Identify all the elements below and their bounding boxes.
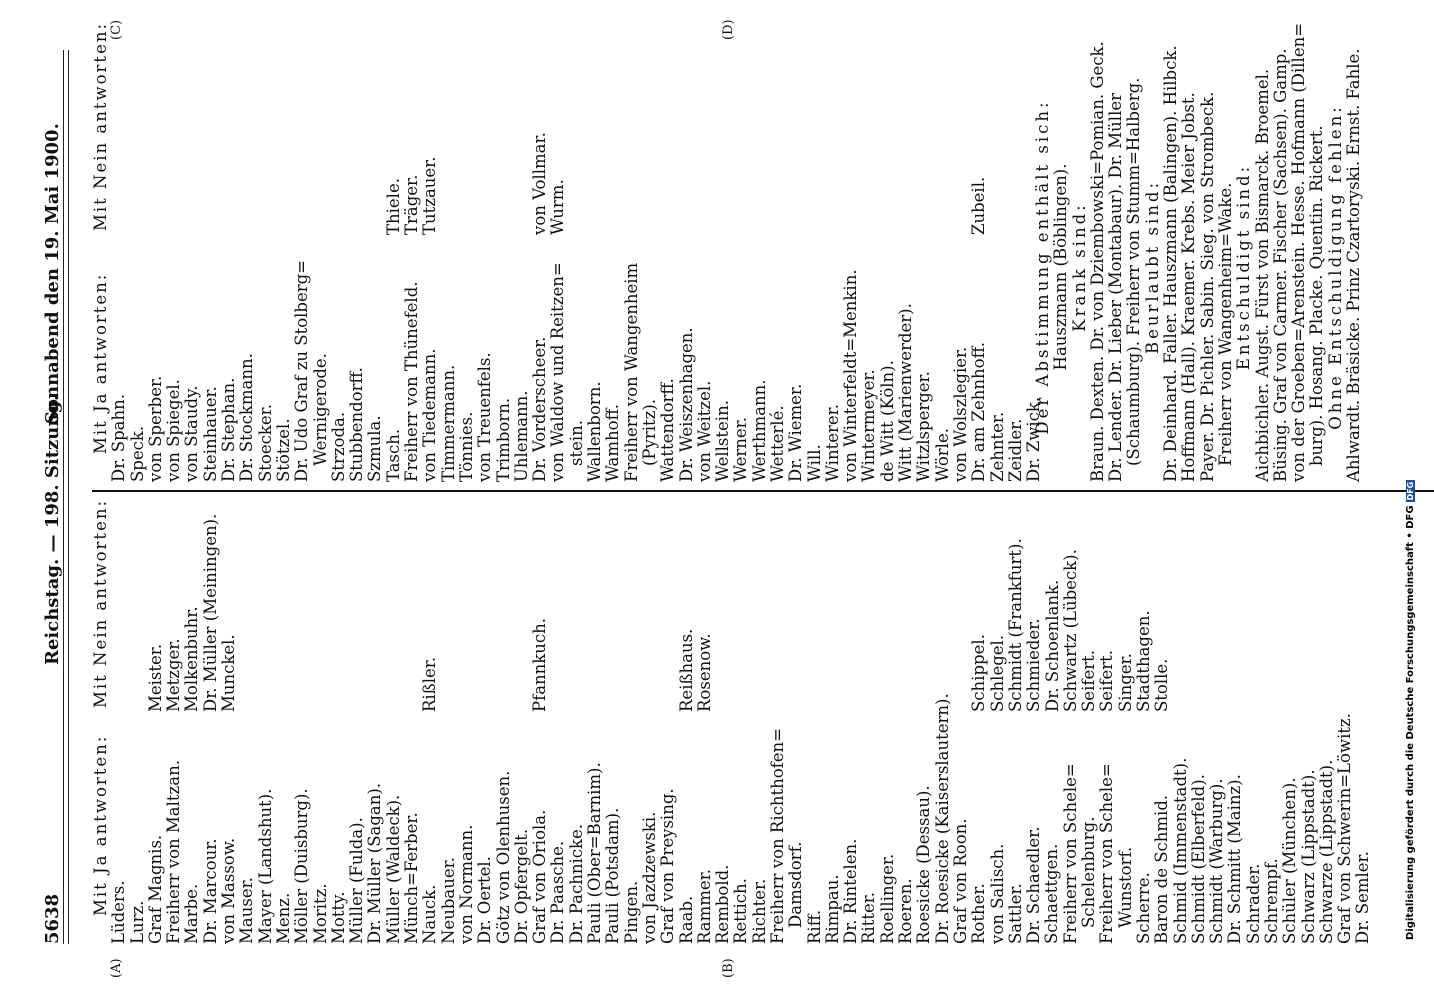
margin-mark-a: (A) xyxy=(109,958,124,978)
right-ja-member: Witt (Marienwerder). xyxy=(896,303,916,482)
left-ja-member: Sattler. xyxy=(1005,883,1025,944)
left-ja-member: Rettich. xyxy=(731,878,751,944)
left-ja-member: Schmid (Immenstadt). xyxy=(1170,757,1190,944)
left-ja-member: Moritz. xyxy=(310,883,330,944)
left-nein-member: Seifert. xyxy=(1097,650,1117,712)
left-nein-member: Dr. Schoenlank. xyxy=(1042,579,1062,712)
left-nein-member: Dr. Müller (Meiningen). xyxy=(200,513,220,712)
left-ja-member: Graf Magnis. xyxy=(145,834,165,944)
left-ja-member: Raab. xyxy=(676,895,696,944)
left-ja-member: Mauser. xyxy=(237,877,257,944)
left-ja-member: Schaettgen. xyxy=(1042,843,1062,944)
left-nein-heading: Mit Nein antworten: xyxy=(91,498,110,708)
right-ja-member: Dr. Wiemer. xyxy=(786,383,806,482)
right-ja-member: von Wolszlegier. xyxy=(950,346,970,482)
left-ja-member: Pauli (Potsdam). xyxy=(603,807,623,944)
left-ja-member: Marbe. xyxy=(182,883,202,944)
left-nein-member: Rißler. xyxy=(420,656,440,712)
right-nein-member: Thiele. xyxy=(383,178,403,235)
right-ja-member: Wetterlé. xyxy=(767,405,787,482)
right-ja-member: Wattendorff. xyxy=(658,378,678,482)
right-ja-member: Stoecker. xyxy=(255,404,275,482)
left-nein-member: Schmieder. xyxy=(1024,618,1044,712)
right-ja-column xyxy=(92,242,1043,482)
left-ja-member: Rembold. xyxy=(713,864,733,944)
left-nein-member: Singer. xyxy=(1115,653,1135,712)
right-ja-member: von Staudy. xyxy=(182,385,202,482)
left-ja-member: Nauck. xyxy=(420,884,440,944)
right-ja-member: Zehnter. xyxy=(987,411,1007,482)
left-ja-member: Baron de Schmid. xyxy=(1152,794,1172,944)
right-ja-member: Szmula. xyxy=(365,415,385,482)
right-ja-member: Will. xyxy=(804,444,824,482)
right-ja-member: Uhlemann. xyxy=(511,390,531,482)
left-nein-member: Stadthagen. xyxy=(1134,610,1154,712)
left-ja-member: Damsdorf. xyxy=(786,841,806,928)
right-ja-member: Wamhoff. xyxy=(603,404,623,482)
right-ja-member: Steinhauer. xyxy=(200,386,220,482)
left-ja-member: Münch=Ferber. xyxy=(402,812,422,944)
left-nein-member: Schwartz (Lübeck). xyxy=(1060,549,1080,712)
left-ja-member: Schelenburg. xyxy=(1079,816,1099,928)
right-ja-member: Dr. Weiszenhagen. xyxy=(676,327,696,482)
attendance-summary xyxy=(1033,22,1364,482)
left-ja-member: Lurz. xyxy=(127,900,147,944)
left-ja-member: Rother. xyxy=(969,883,989,944)
left-ja-member: Menz. xyxy=(273,892,293,944)
left-ja-member: Schwarz (Lippstadt). xyxy=(1298,769,1318,944)
left-ja-member: Roeren. xyxy=(896,878,916,944)
running-title: Reichstag. — 198. Sitzung. xyxy=(42,394,63,665)
right-nein-member: von Vollmar. xyxy=(530,132,550,235)
left-ja-member: Rimpau. xyxy=(822,874,842,944)
right-ja-member: Tasch. xyxy=(383,428,403,482)
right-ja-member: stein. xyxy=(566,419,586,466)
right-ja-member: Timmermann. xyxy=(438,364,458,482)
right-nein-heading: Mit Nein antworten: xyxy=(91,21,110,231)
left-nein-column xyxy=(91,497,1172,712)
summary-heading: Der Abstimmung enthält sich: xyxy=(1033,99,1052,435)
left-ja-member: Schmidt (Elberfeld). xyxy=(1188,774,1208,944)
left-ja-member: Dr. Schmitt (Mainz). xyxy=(1225,774,1245,944)
right-ja-member: Dr. am Zehnhoff. xyxy=(969,342,989,482)
right-ja-member: Stötzel. xyxy=(273,418,293,482)
right-nein-member: Wurm. xyxy=(548,179,568,235)
right-nein-column xyxy=(91,21,989,235)
right-ja-heading: Mit Ja antworten: xyxy=(91,272,110,454)
left-ja-member: Freiherr von Richthofen= xyxy=(767,728,787,944)
digitization-credit xyxy=(1405,480,1416,940)
left-ja-member: Schüler (München). xyxy=(1280,777,1300,944)
left-ja-member: Dr. Paasche. xyxy=(548,840,568,944)
left-ja-member: Scherre. xyxy=(1133,872,1153,944)
column-divider xyxy=(92,490,1434,492)
left-ja-member: Müller (Waldeck). xyxy=(383,794,403,944)
right-ja-member: Trimborn. xyxy=(493,397,513,482)
summary-heading: Beurlaubt sind: xyxy=(1142,179,1162,355)
right-ja-member: Freiherr von Thünefeld. xyxy=(402,281,422,482)
summary-line: Hoffmann (Hall). Kraemer. Krebs. Meier Jobst. xyxy=(1179,92,1199,482)
summary-heading: Krank sind: xyxy=(1069,202,1089,332)
left-ja-member: Roellinger. xyxy=(877,853,897,944)
right-ja-member: Stubbendorff. xyxy=(347,367,367,482)
right-nein-member: Zubeil. xyxy=(969,176,989,235)
summary-line: Hauszmann (Böblingen). xyxy=(1051,163,1071,371)
left-ja-member: Riff. xyxy=(804,909,824,944)
left-ja-heading: Mit Ja antworten: xyxy=(91,734,110,916)
left-ja-member: Schrempf. xyxy=(1262,858,1281,944)
summary-line: Braun. Dexten. Dr. von Dziembowski=Pomian. Geck. xyxy=(1087,41,1107,482)
left-ja-member: Graf von Roon. xyxy=(950,818,970,944)
left-nein-member: Rosenow. xyxy=(694,633,714,712)
session-date: Sonnabend den 19. Mai 1900. xyxy=(42,123,63,424)
left-ja-member: Neubauer. xyxy=(438,857,458,944)
left-ja-member: Richter. xyxy=(749,878,769,944)
left-ja-member: Müller (Fulda). xyxy=(347,817,367,944)
left-ja-member: Möller (Duisburg). xyxy=(292,788,312,944)
left-nein-member: Stolle. xyxy=(1152,658,1172,712)
right-ja-member: von Treuenfels. xyxy=(475,352,495,482)
right-ja-member: von Waldow und Reitzen= xyxy=(548,262,568,482)
right-ja-member: Witzlsperger. xyxy=(914,371,934,482)
summary-line: Freiherr von Wangenheim=Wake. xyxy=(1215,182,1235,466)
left-nein-member: Meister. xyxy=(145,643,165,712)
left-ja-column xyxy=(91,693,1373,944)
right-ja-member: Werner. xyxy=(731,417,751,482)
left-ja-list xyxy=(109,693,1373,944)
left-ja-member: Roesicke (Dessau). xyxy=(914,785,934,944)
left-ja-member: Schmidt (Warburg). xyxy=(1207,778,1227,944)
summary-heading: Entschuldigt sind: xyxy=(1234,163,1254,371)
summary-line: Payer. Dr. Pichler. Sabin. Sieg. von Strombeck. xyxy=(1197,91,1217,482)
left-ja-member: Motty. xyxy=(328,891,348,944)
right-ja-member: Dr. Vorderscheer. xyxy=(530,336,550,482)
margin-mark-b: (B) xyxy=(721,958,736,978)
header-rule xyxy=(63,50,64,944)
summary-line: Dr. Lender. Dr. Lieber (Montabaur). Dr. Müller xyxy=(1106,92,1126,482)
dfg-logo-icon: DFG xyxy=(1406,481,1415,501)
right-ja-member: Speck. xyxy=(127,425,147,482)
left-ja-member: Rammer. xyxy=(694,868,714,944)
right-ja-member: Dr. Stockmann. xyxy=(237,353,257,482)
summary-line: Dr. Deinhard. Faller. Hauszmann (Balingen). Hilbck. xyxy=(1161,45,1181,482)
right-ja-member: Winterer. xyxy=(822,404,842,482)
left-ja-member: Dr. Rintelen. xyxy=(841,838,861,944)
summary-heading: Ohne Entschuldigung fehlen: xyxy=(1325,104,1345,430)
right-ja-member: Wernigerode. xyxy=(310,353,330,466)
left-ja-member: Dr. Schaedler. xyxy=(1024,826,1044,944)
left-nein-member: Seifert. xyxy=(1079,650,1099,712)
right-ja-member: von Spiegel. xyxy=(164,379,184,482)
left-ja-member: Götz von Olenhusen. xyxy=(493,770,513,944)
left-nein-member: Schmidt (Frankfurt). xyxy=(1005,538,1025,712)
right-ja-member: von Weitzel. xyxy=(694,380,714,482)
left-ja-member: Pingen. xyxy=(621,880,641,944)
left-ja-member: Freiherr von Schele= xyxy=(1097,763,1117,944)
right-ja-member: de Witt (Köln). xyxy=(877,360,897,482)
right-ja-member: Wallenborn. xyxy=(585,381,605,482)
left-ja-member: Schwarze (Lippstadt). xyxy=(1316,759,1336,944)
left-ja-member: von Salisch. xyxy=(987,843,1007,944)
right-ja-member: Freiherr von Wangenheim xyxy=(621,262,641,482)
left-ja-member: Freiherr von Maltzan. xyxy=(164,760,184,944)
left-ja-member: Lüders. xyxy=(109,880,129,944)
page-number: 5638 xyxy=(42,893,63,944)
right-ja-member: von Tiedemann. xyxy=(420,348,440,482)
right-ja-member: (Pyritz). xyxy=(639,398,659,466)
right-ja-member: Wellstein. xyxy=(713,400,733,482)
right-ja-member: Wörle. xyxy=(932,428,952,482)
left-ja-member: Graf von Preysing. xyxy=(658,788,678,944)
right-ja-member: Zeidler. xyxy=(1005,418,1025,482)
right-ja-list xyxy=(110,242,1043,482)
margin-mark-d: (D) xyxy=(721,19,736,40)
left-nein-member: Molkenbuhr. xyxy=(182,606,202,712)
margin-mark-c: (C) xyxy=(109,19,124,40)
left-ja-member: Dr. Roesicke (Kaiserslautern). xyxy=(932,693,952,944)
left-ja-member: Dr. Opfergelt. xyxy=(511,828,531,944)
right-ja-member: Dr. Stephan. xyxy=(219,377,239,482)
left-ja-member: Dr. Müller (Sagan). xyxy=(365,782,385,944)
left-nein-member: Schippel. xyxy=(969,634,989,712)
left-ja-member: Graf von Schwerin=Löwitz. xyxy=(1335,713,1355,944)
left-ja-member: Ritter. xyxy=(859,891,879,944)
left-ja-member: von Normann. xyxy=(456,824,476,944)
right-ja-member: Wintermeyer. xyxy=(859,369,879,482)
summary-line: (Schaumburg). Freiherr von Stumm=Halberg. xyxy=(1124,77,1144,466)
right-ja-member: von Sperber. xyxy=(145,375,165,482)
left-ja-member: Dr. Pachnicke. xyxy=(566,823,586,944)
credit-text: Digitalisierung gefördert durch die Deutsche Forschungsgemeinschaft • DFG xyxy=(1405,505,1416,940)
right-ja-member: Dr. Udo Graf zu Stolberg= xyxy=(292,259,312,482)
right-ja-member: von Winterfeldt=Menkin. xyxy=(841,269,861,482)
right-nein-member: Träger. xyxy=(402,174,422,235)
left-nein-member: Metzger. xyxy=(164,638,184,712)
left-nein-member: Pfannkuch. xyxy=(530,617,550,712)
left-nein-member: Reißhaus. xyxy=(676,628,696,712)
right-ja-member: Tönnies. xyxy=(456,411,476,482)
left-ja-member: Dr. Marcour. xyxy=(200,838,220,944)
left-nein-member: Munckel. xyxy=(219,634,239,712)
right-ja-member: Strzoda. xyxy=(328,411,348,482)
left-ja-member: Wunstorf. xyxy=(1115,846,1135,928)
right-ja-member: Dr. Spahn. xyxy=(109,394,129,482)
header-rule-double xyxy=(68,50,69,944)
left-ja-member: Dr. Oertel. xyxy=(475,856,495,944)
left-ja-member: Graf von Oriola. xyxy=(530,809,550,944)
summary-line: Ahlwardt. Bräsicke. Prinz Czartoryski. Ernst. Fahle. xyxy=(1344,48,1364,482)
left-ja-member: von Massow. xyxy=(219,837,239,944)
left-ja-member: von Jazdzewski. xyxy=(639,811,659,944)
right-ja-member: Dr. Zwick. xyxy=(1024,396,1044,482)
left-ja-member: Schrader. xyxy=(1243,863,1263,944)
left-ja-member: Freiherr von Schele= xyxy=(1060,763,1080,944)
summary-line: burg). Hosang. Placke. Quentin. Rickert. xyxy=(1307,125,1327,466)
summary-line: Aichbichler. Augst. Fürst von Bismarck. Broemel. xyxy=(1252,68,1272,482)
left-nein-member: Schlegel. xyxy=(987,634,1007,712)
right-nein-member: Tutzauer. xyxy=(420,156,440,235)
summary-line: Büsing. Graf von Carmer. Fischer (Sachsen). Gamp. xyxy=(1270,48,1290,482)
left-ja-member: Dr. Semler. xyxy=(1353,851,1373,944)
right-ja-member: Werthmann. xyxy=(749,379,769,482)
summary-line: von der Groeben=Arenstein. Hesse. Hofmann (Dillen= xyxy=(1289,22,1309,482)
left-ja-member: Mayer (Landshut). xyxy=(255,788,275,944)
left-ja-member: Pauli (Ober=Barnim). xyxy=(585,762,605,944)
